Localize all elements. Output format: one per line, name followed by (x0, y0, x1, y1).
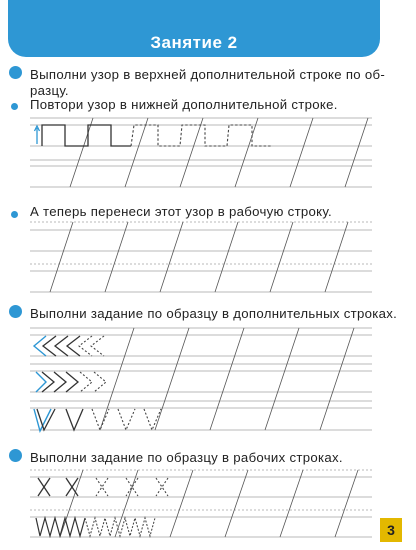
chevron-right-icon (66, 372, 78, 392)
zigzag-trace-dashed (85, 518, 155, 536)
zigzag-pattern (36, 518, 155, 536)
task-1-line-2: разцу. (30, 83, 69, 98)
task-3-text: А теперь перенеси этот узор в рабочую строку. (30, 204, 332, 219)
page-number-badge: 3 (380, 518, 402, 542)
chevron-right-icon (54, 372, 66, 392)
pattern-sample-solid (42, 125, 131, 146)
chevron-left-pattern (34, 336, 104, 356)
v-shape-icon (118, 409, 135, 430)
x-mark-icon (96, 478, 108, 496)
task-1-line-1: Выполни узор в верхней дополнительной строке по об- (30, 67, 386, 82)
chevron-right-icon (42, 372, 54, 392)
x-mark-pattern (38, 478, 168, 496)
v-shape-icon (92, 409, 109, 430)
chevron-left-icon (34, 336, 46, 356)
v-shape-icon (66, 409, 83, 430)
x-mark-icon (156, 478, 168, 496)
chevron-right-pattern (36, 372, 106, 392)
square-wave-pattern (35, 125, 273, 146)
chevron-right-icon (80, 372, 92, 392)
chevron-right-icon (94, 372, 106, 392)
task-5-text: Выполни задание по образцу в рабочих строках. (30, 450, 343, 465)
task-4-text: Выполни задание по образцу в дополнительных строках. (30, 306, 398, 321)
x-mark-icon (66, 478, 78, 496)
x-mark-icon (38, 478, 50, 496)
v-shape-pattern (34, 409, 161, 431)
lesson-title: Занятие 2 (150, 33, 238, 52)
v-shape-icon (34, 409, 51, 431)
pattern-trace-dashed (131, 125, 272, 146)
chevron-left-icon (91, 336, 104, 356)
task-2-text: Повтори узор в нижней дополнительной строке. (30, 97, 338, 112)
chevron-left-icon (67, 336, 80, 356)
chevron-right-icon (36, 372, 46, 392)
chevron-left-icon (79, 336, 92, 356)
zigzag-sample-solid (36, 518, 85, 536)
